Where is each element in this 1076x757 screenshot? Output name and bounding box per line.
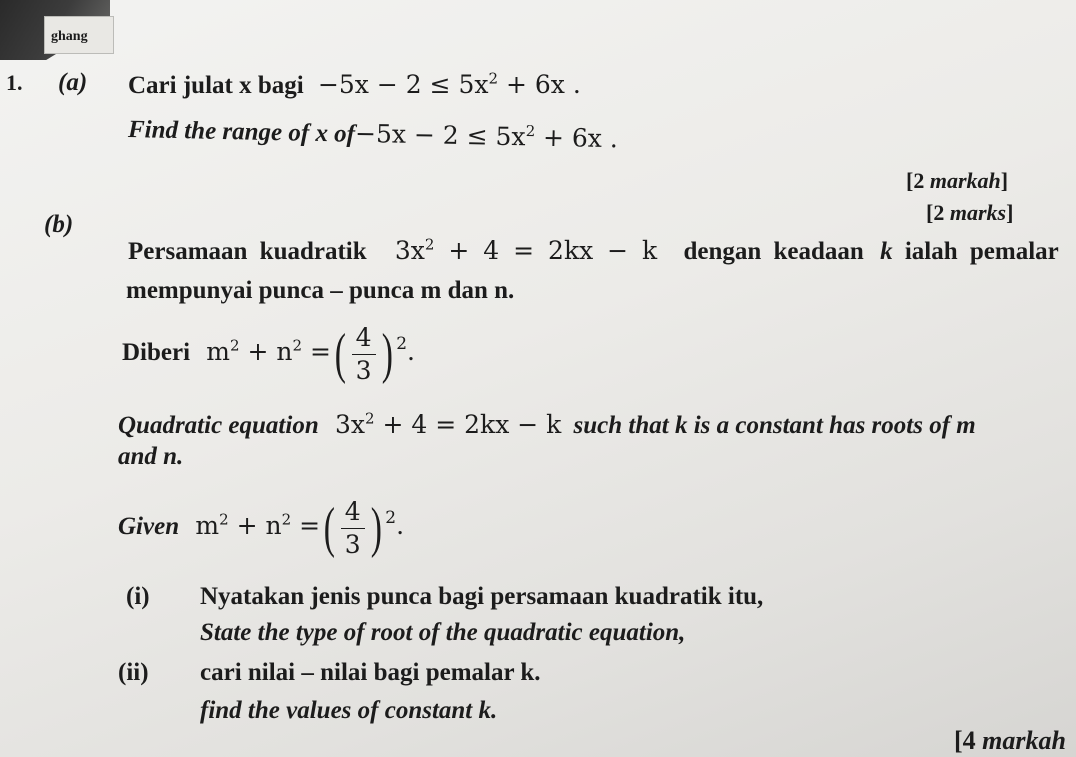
- subpart-i-label: (i): [126, 583, 150, 610]
- fraction-numerator: 4: [341, 498, 365, 529]
- expr-lhs: −5x − 2 ≤ 5x: [354, 118, 526, 152]
- fraction-denominator: 3: [355, 355, 372, 385]
- part-a-english-prefix: Find the range of x of: [127, 116, 356, 148]
- given-equals: =: [291, 511, 321, 540]
- question-number: 1.: [6, 70, 23, 95]
- given-m: m: [206, 337, 231, 366]
- part-b-english-line-2: and n.: [118, 443, 184, 470]
- subpart-ii-malay: cari nilai – nilai bagi pemalar k.: [200, 659, 541, 686]
- given-label: Diberi: [122, 339, 191, 366]
- part-a-english-expression: $-5x - 2 \le 5x^2 + 6x$ .: [354, 118, 619, 154]
- expr-lhs: −5x − 2 ≤ 5x: [317, 70, 489, 99]
- given-label-en: Given: [118, 513, 180, 540]
- eq-lhs: 3x: [394, 236, 425, 265]
- part-a-english-text: [128, 116, 618, 152]
- part-a-malay-text: [128, 69, 581, 99]
- part-b-given-malay: Diberi $m^2 + n^2$ =( $\frac{4}{3}$ ) $^2$.: [122, 323, 415, 386]
- subpart-ii-label: (ii): [118, 659, 149, 686]
- fraction-denominator: 3: [344, 529, 361, 559]
- part-b-label: (b): [44, 211, 74, 238]
- part-a-malay-expression: $-5x - 2 \le 5x^2 + 6x$ .: [317, 69, 581, 99]
- subpart-i-malay: Nyatakan jenis punca bagi persamaan kuadratik itu,: [200, 583, 764, 610]
- given-equals: =: [302, 337, 331, 366]
- eq-lhs: 3x: [334, 410, 365, 439]
- english-condition: such that k is a constant has roots of m: [573, 412, 976, 439]
- fraction: [352, 324, 376, 384]
- part-a-malay-prefix: Cari julat x bagi: [128, 72, 304, 99]
- expr-rhs: + 6x .: [534, 122, 619, 154]
- page-tab-label: [44, 16, 114, 54]
- part-b-marks: [4 markah: [954, 726, 1066, 755]
- subpart-i-english: State the type of root of the quadratic equation,: [200, 619, 686, 646]
- eq-rhs: + 4 = 2kx − k: [374, 410, 562, 439]
- part-b-malay-line-2: mempunyai punca – punca m dan n.: [126, 277, 515, 304]
- fraction-numerator: 4: [352, 324, 376, 355]
- subpart-ii-english: find the values of constant k.: [200, 697, 498, 724]
- fraction: [341, 498, 365, 558]
- part-b-malay-constant: ialah pemalar: [904, 238, 1059, 265]
- given-n: + n: [228, 511, 282, 540]
- expr-rhs: + 6x .: [498, 70, 581, 99]
- given-m: m: [195, 511, 220, 540]
- part-b-equation: $3x^2 + 4 = 2kx - k$: [394, 235, 658, 265]
- english-lead: Quadratic equation: [118, 412, 319, 439]
- part-a-marks-english: [2 marks]: [926, 200, 1014, 225]
- part-a-label: (a): [58, 69, 88, 96]
- part-b-malay-lead: Persamaan kuadratik: [128, 238, 367, 265]
- part-a-marks-malay: [2 markah]: [906, 168, 1009, 193]
- part-b-english-line-1: Quadratic equation $3x^2 + 4 = 2kx - k$ such that k is a constant has roots of m: [118, 409, 976, 439]
- given-n: + n: [239, 337, 293, 366]
- page-tab-text: ghang: [51, 29, 88, 44]
- part-b-malay-line-1: Persamaan kuadratik $3x^2 + 4 = 2kx - k$ dengan keadaan k ialah pemalar: [128, 235, 1059, 265]
- eq-rhs: + 4 = 2kx − k: [434, 236, 658, 265]
- part-b-given-english: Given $m^2 + n^2$ =( $\frac{4}{3}$ ) $^2$.: [118, 497, 405, 560]
- part-b-malay-condition: dengan keadaan: [683, 238, 864, 265]
